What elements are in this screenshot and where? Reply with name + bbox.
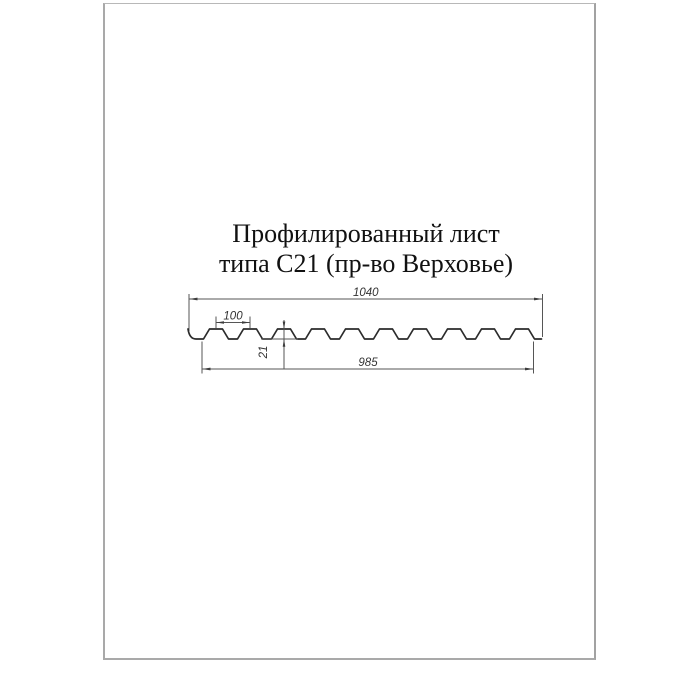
dimension-value-height: 21: [258, 345, 270, 359]
arrow-right-icon: [242, 321, 250, 324]
drawing-title-line1: Профилированный лист: [232, 219, 500, 248]
arrow-up-icon: [283, 339, 286, 347]
dimension-value-overall-width: 1040: [353, 287, 379, 299]
drawing-title-line2: типа С21 (пр-во Верховье): [218, 249, 514, 278]
arrow-left-icon: [202, 368, 211, 371]
dimension-value-useful-width: 985: [358, 357, 378, 369]
dimension-height: [258, 320, 298, 369]
drawing-title: [116, 219, 616, 279]
arrow-left-icon: [189, 298, 198, 301]
profile-outline: [188, 329, 542, 339]
dimension-pitch: [216, 311, 250, 329]
dimension-useful-width: [202, 342, 534, 374]
profile-drawing: [160, 282, 560, 382]
arrow-right-icon: [525, 368, 534, 371]
dimension-value-pitch: 100: [223, 310, 243, 323]
arrow-right-icon: [534, 298, 543, 301]
